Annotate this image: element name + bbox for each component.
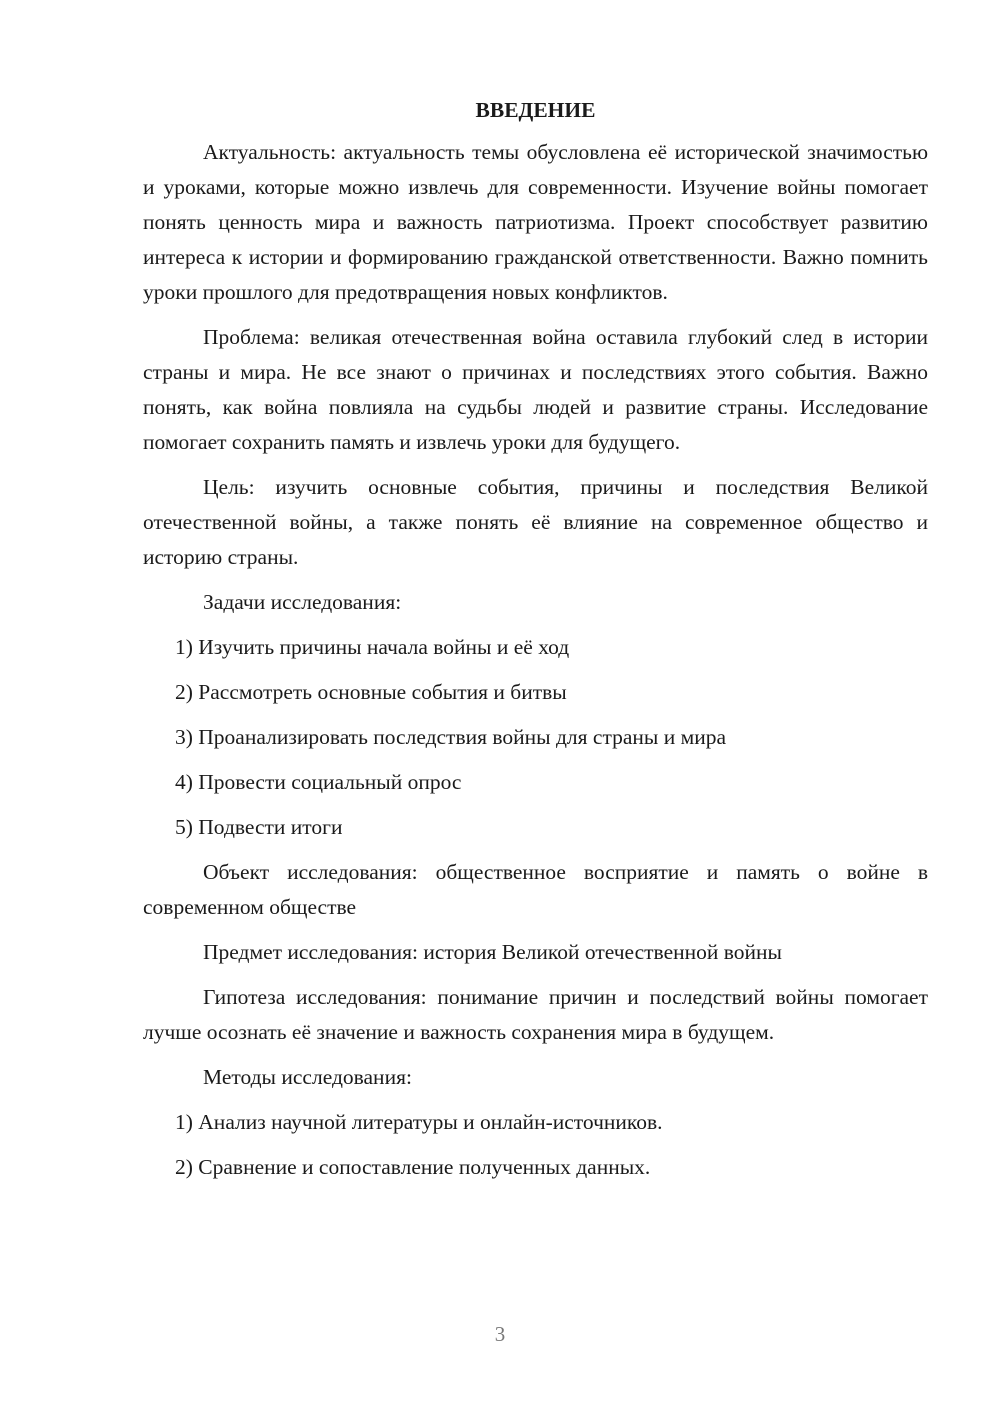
list-item: 3) Проанализировать последствия войны для страны и мира <box>175 725 727 749</box>
problem-paragraph: Проблема: великая отечественная война оставила глубокий след в истории страны и мира. Не все знают о причинах и последствиях этого события. Важно понять, как война повлияла на судьбы людей и развитие страны. Исследование помогает сохранить память и извлечь уроки для будущего. <box>143 325 928 454</box>
document-page <box>143 95 928 1195</box>
object-paragraph: Объект исследования: общественное восприятие и память о войне в современном обществе <box>143 860 928 919</box>
section-heading: ВВЕДЕНИЕ <box>475 98 596 122</box>
methods-title: Методы исследования: <box>203 1065 412 1089</box>
methods-list <box>143 1105 928 1185</box>
relevance-paragraph: Актуальность: актуальность темы обусловлена её исторической значимостью и уроками, которые можно извлечь для современности. Изучение войны помогает понять ценность мира и важность патриотизма. Проект способствует развитию интереса к истории и формированию гражданской ответственности. Важно помнить уроки прошлого для предотвращения новых конфликтов. <box>143 140 928 304</box>
subject-paragraph: Предмет исследования: история Великой отечественной войны <box>203 940 782 964</box>
tasks-title: Задачи исследования: <box>203 590 402 614</box>
hypothesis-paragraph: Гипотеза исследования: понимание причин и последствий войны помогает лучше осознать её значение и важность сохранения мира в будущем. <box>143 985 928 1044</box>
list-item: 2) Рассмотреть основные события и битвы <box>175 680 567 704</box>
list-item: 4) Провести социальный опрос <box>175 770 462 794</box>
page-number: 3 <box>494 1322 506 1346</box>
tasks-list <box>143 630 928 845</box>
list-item: 2) Сравнение и сопоставление полученных данных. <box>175 1155 651 1179</box>
list-item: 1) Изучить причины начала войны и её ход <box>175 635 570 659</box>
list-item: 5) Подвести итоги <box>175 815 343 839</box>
goal-paragraph: Цель: изучить основные события, причины и последствия Великой отечественной войны, а также понять её влияние на современное общество и историю страны. <box>143 475 928 569</box>
list-item: 1) Анализ научной литературы и онлайн-источников. <box>175 1110 663 1134</box>
